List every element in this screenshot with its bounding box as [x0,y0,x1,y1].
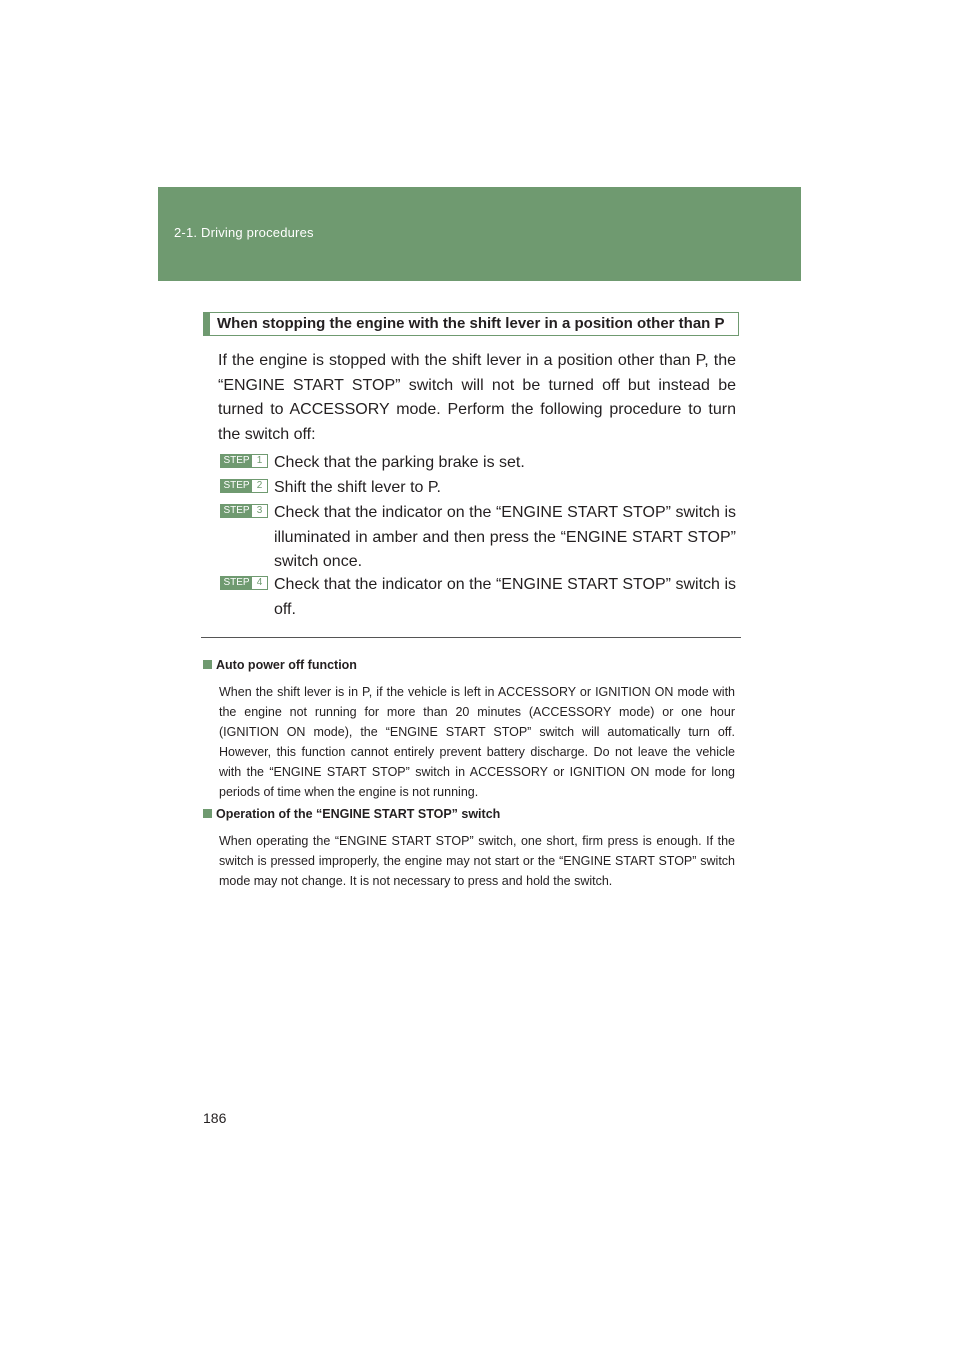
square-bullet-icon [203,809,212,818]
step-label: STEP [221,480,252,492]
note-heading-switch-operation [203,807,500,821]
note-body-switch-operation: When operating the “ENGINE START STOP” switch, one short, firm press is enough. If the switch is pressed improperly, the engine may not start or the “ENGINE START STOP” switch mode may not change. It is not necessary to press and hold the switch. [219,834,735,888]
step-number: 1 [256,455,263,466]
step-number: 3 [256,505,263,516]
page-number: 186 [203,1110,227,1126]
step-number: 2 [256,480,263,491]
step-text: Check that the indicator on the “ENGINE START STOP” switch is off. [274,576,736,618]
step-text: Shift the shift lever to P. [274,479,441,496]
step-badge [220,454,268,468]
step-label: STEP [221,505,252,517]
square-bullet-icon [203,660,212,669]
chapter-header [158,187,801,281]
step-number: 4 [256,577,263,588]
note-title: Auto power off function [216,658,357,672]
chapter-title: 2-1. Driving procedures [174,225,314,240]
section-title-box [203,312,739,336]
intro-paragraph: If the engine is stopped with the shift lever in a position other than P, the “ENGINE START STOP” switch will not be turned off but instead be turned to ACCESSORY mode. Perform the following procedure to turn the switch off: [218,352,736,443]
step-badge [220,504,268,518]
step-text: Check that the parking brake is set. [274,454,525,471]
section-divider [201,637,741,638]
step-label: STEP [221,455,252,467]
step-text: Check that the indicator on the “ENGINE START STOP” switch is illuminated in amber and then press the “ENGINE START STOP” switch once. [274,504,736,570]
step-badge [220,576,268,590]
step-badge [220,479,268,493]
step-label: STEP [221,577,252,589]
section-title: When stopping the engine with the shift lever in a position other than P [217,315,725,332]
note-heading-auto-power-off [203,658,357,672]
note-title: Operation of the “ENGINE START STOP” switch [216,807,501,821]
note-body-auto-power-off: When the shift lever is in P, if the vehicle is left in ACCESSORY or IGNITION ON mode with the engine not running for more than 20 minutes (ACCESSORY mode) or one hour (IGNITION ON mode), the “ENGINE START STOP” switch will automatically turn off. However, this function cannot entirely prevent battery discharge. Do not leave the vehicle with the “ENGINE START STOP” switch in ACCESSORY or IGNITION ON mode for long periods of time when the engine is not running. [219,685,735,799]
section-title-accent [203,312,210,336]
